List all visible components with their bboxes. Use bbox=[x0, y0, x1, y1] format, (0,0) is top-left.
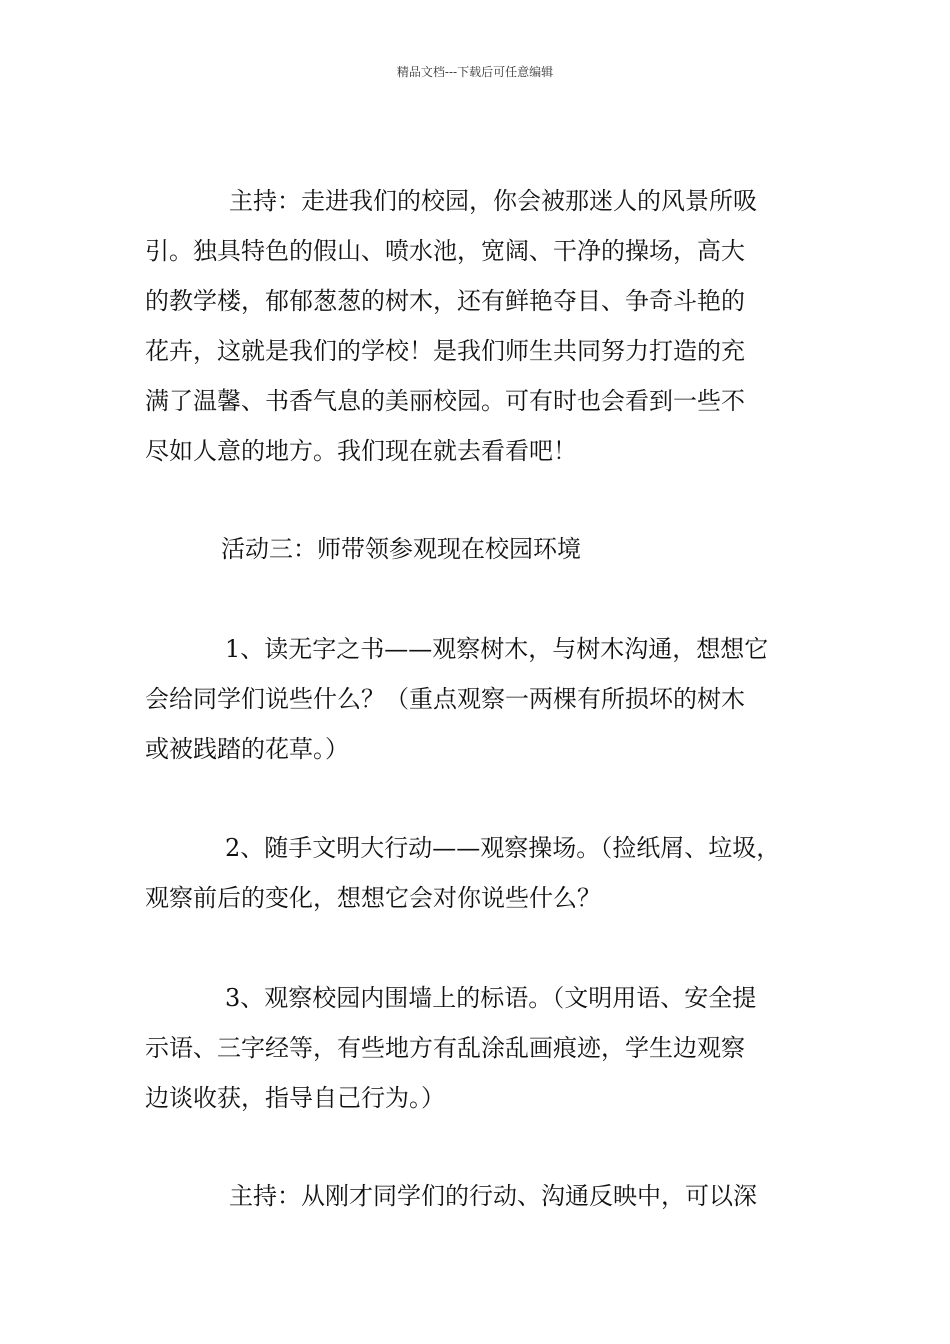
text-line: 或被践踏的花草。） bbox=[145, 735, 349, 763]
text-line: 3、观察校园内围墙上的标语。（文明用语、安全提 bbox=[225, 984, 757, 1012]
paragraph-item-1 bbox=[145, 624, 815, 774]
text-line: 1、读无字之书——观察树木，与树木沟通，想想它 bbox=[225, 635, 769, 663]
text-line: 边谈收获，指导自己行为。） bbox=[145, 1084, 445, 1112]
paragraph-host-intro bbox=[145, 176, 815, 476]
page-header: 精品文档---下载后可任意编辑 bbox=[396, 65, 554, 79]
text-line: 花卉，这就是我们的学校！是我们师生共同努力打造的充 bbox=[145, 337, 745, 365]
text-line: 尽如人意的地方。我们现在就去看看吧！ bbox=[145, 437, 577, 465]
text-line: 主持：从刚才同学们的行动、沟通反映中，可以深 bbox=[229, 1182, 757, 1210]
text-line: 引。独具特色的假山、喷水池，宽阔、干净的操场，高大 bbox=[145, 237, 745, 265]
text-line: 观察前后的变化，想想它会对你说些什么？ bbox=[145, 884, 601, 912]
text-line: 主持：走进我们的校园，你会被那迷人的风景所吸 bbox=[229, 187, 757, 215]
paragraph-activity-three bbox=[145, 524, 815, 574]
text-line: 活动三：师带领参观现在校园环境 bbox=[221, 535, 581, 563]
text-line: 的教学楼，郁郁葱葱的树木，还有鲜艳夺目、争奇斗艳的 bbox=[145, 287, 745, 315]
paragraph-item-2 bbox=[145, 823, 815, 923]
paragraph-host-summary bbox=[145, 1171, 815, 1221]
text-line: 2、随手文明大行动——观察操场。（捡纸屑、垃圾， bbox=[225, 834, 781, 862]
text-line: 示语、三字经等，有些地方有乱涂乱画痕迹，学生边观察 bbox=[145, 1034, 745, 1062]
text-line: 满了温馨、书香气息的美丽校园。可有时也会看到一些不 bbox=[145, 387, 745, 415]
text-line: 会给同学们说些什么？（重点观察一两棵有所损坏的树木 bbox=[145, 685, 745, 713]
paragraph-item-3 bbox=[145, 973, 815, 1123]
